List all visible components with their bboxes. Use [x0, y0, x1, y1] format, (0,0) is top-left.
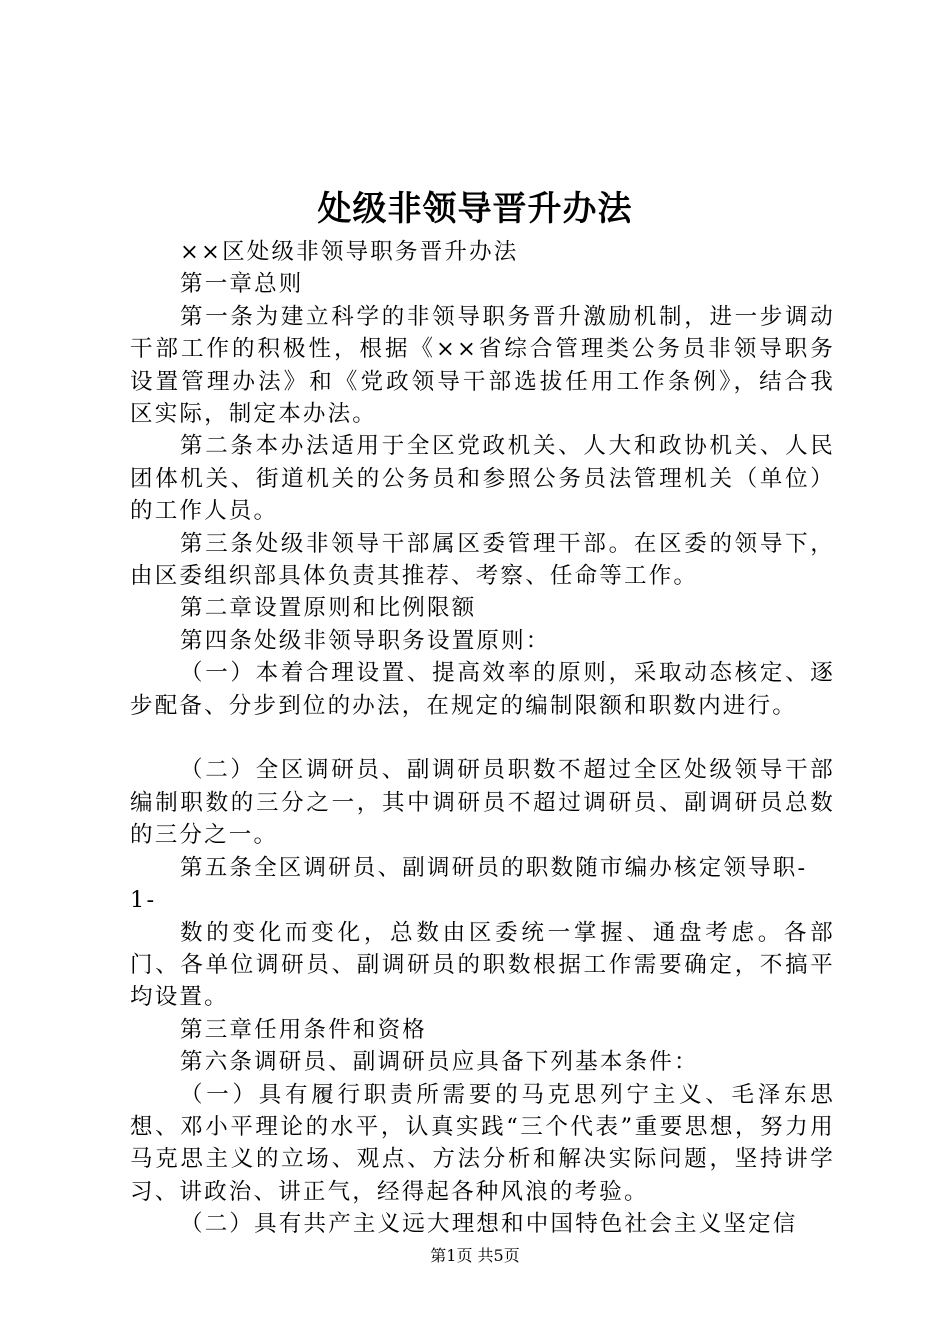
document-title: 处级非领导晋升办法	[317, 189, 633, 229]
paragraph-article-6-item-1: （一）具有履行职责所需要的马克思列宁主义、毛泽东思想、邓小平理论的水平，认真实践“三个代表”重要思想，努力用马克思主义的立场、观点、方法分析和解决实际问题，坚持讲学习、讲政治、讲正气，经得起各种风浪的考验。	[130, 1081, 835, 1205]
paragraph-chapter-3: 第三章任用条件和资格	[180, 1016, 428, 1043]
paragraph-article-3: 第三条处级非领导干部属区委管理干部。在区委的领导下，由区委组织部具体负责其推荐、考察、任命等工作。	[130, 530, 835, 590]
paragraph-article-1: 第一条为建立科学的非领导职务晋升激励机制，进一步调动干部工作的积极性，根据《××省综合管理类公务员非领导职务设置管理办法》和《党政领导干部选拔任用工作条例》，结合我区实际，制定本办法。	[130, 303, 835, 428]
paragraph-article-4-item-2: （二）全区调研员、副调研员职数不超过全区处级领导干部编制职数的三分之一，其中调研员不超过调研员、副调研员总数的三分之一。	[130, 757, 835, 849]
paragraph-article-2: 第二条本办法适用于全区党政机关、人大和政协机关、人民团体机关、街道机关的公务员和参照公务员法管理机关（单位）的工作人员。	[130, 433, 835, 525]
paragraph-article-6: 第六条调研员、副调研员应具备下列基本条件：	[180, 1049, 699, 1076]
inline-page-marker: 1-	[130, 887, 157, 914]
paragraph-chapter-2: 第二章设置原则和比例限额	[180, 595, 477, 622]
paragraph-article-4: 第四条处级非领导职务设置原则：	[180, 627, 551, 654]
blank-line	[130, 722, 835, 754]
paragraph-chapter-1: 第一章总则	[180, 271, 304, 298]
paragraph-article-4-item-1: （一）本着合理设置、提高效率的原则，采取动态核定、逐步配备、分步到位的办法，在规定的编制限额和职数内进行。	[130, 660, 835, 719]
paragraph-article-5: 第五条全区调研员、副调研员的职数随市编办核定领导职-	[180, 854, 808, 881]
page-footer: 第1页 共5页	[430, 1246, 520, 1265]
paragraph-article-6-item-2: （二）具有共产主义远大理想和中国特色社会主义坚定信	[180, 1211, 798, 1238]
paragraph-subtitle: ××区处级非领导职务晋升办法	[180, 239, 519, 265]
document-body	[130, 236, 835, 1241]
paragraph-article-5-cont: 数的变化而变化，总数由区委统一掌握、通盘考虑。各部门、各单位调研员、副调研员的职数根据工作需要确定，不搞平均设置。	[130, 919, 835, 1011]
